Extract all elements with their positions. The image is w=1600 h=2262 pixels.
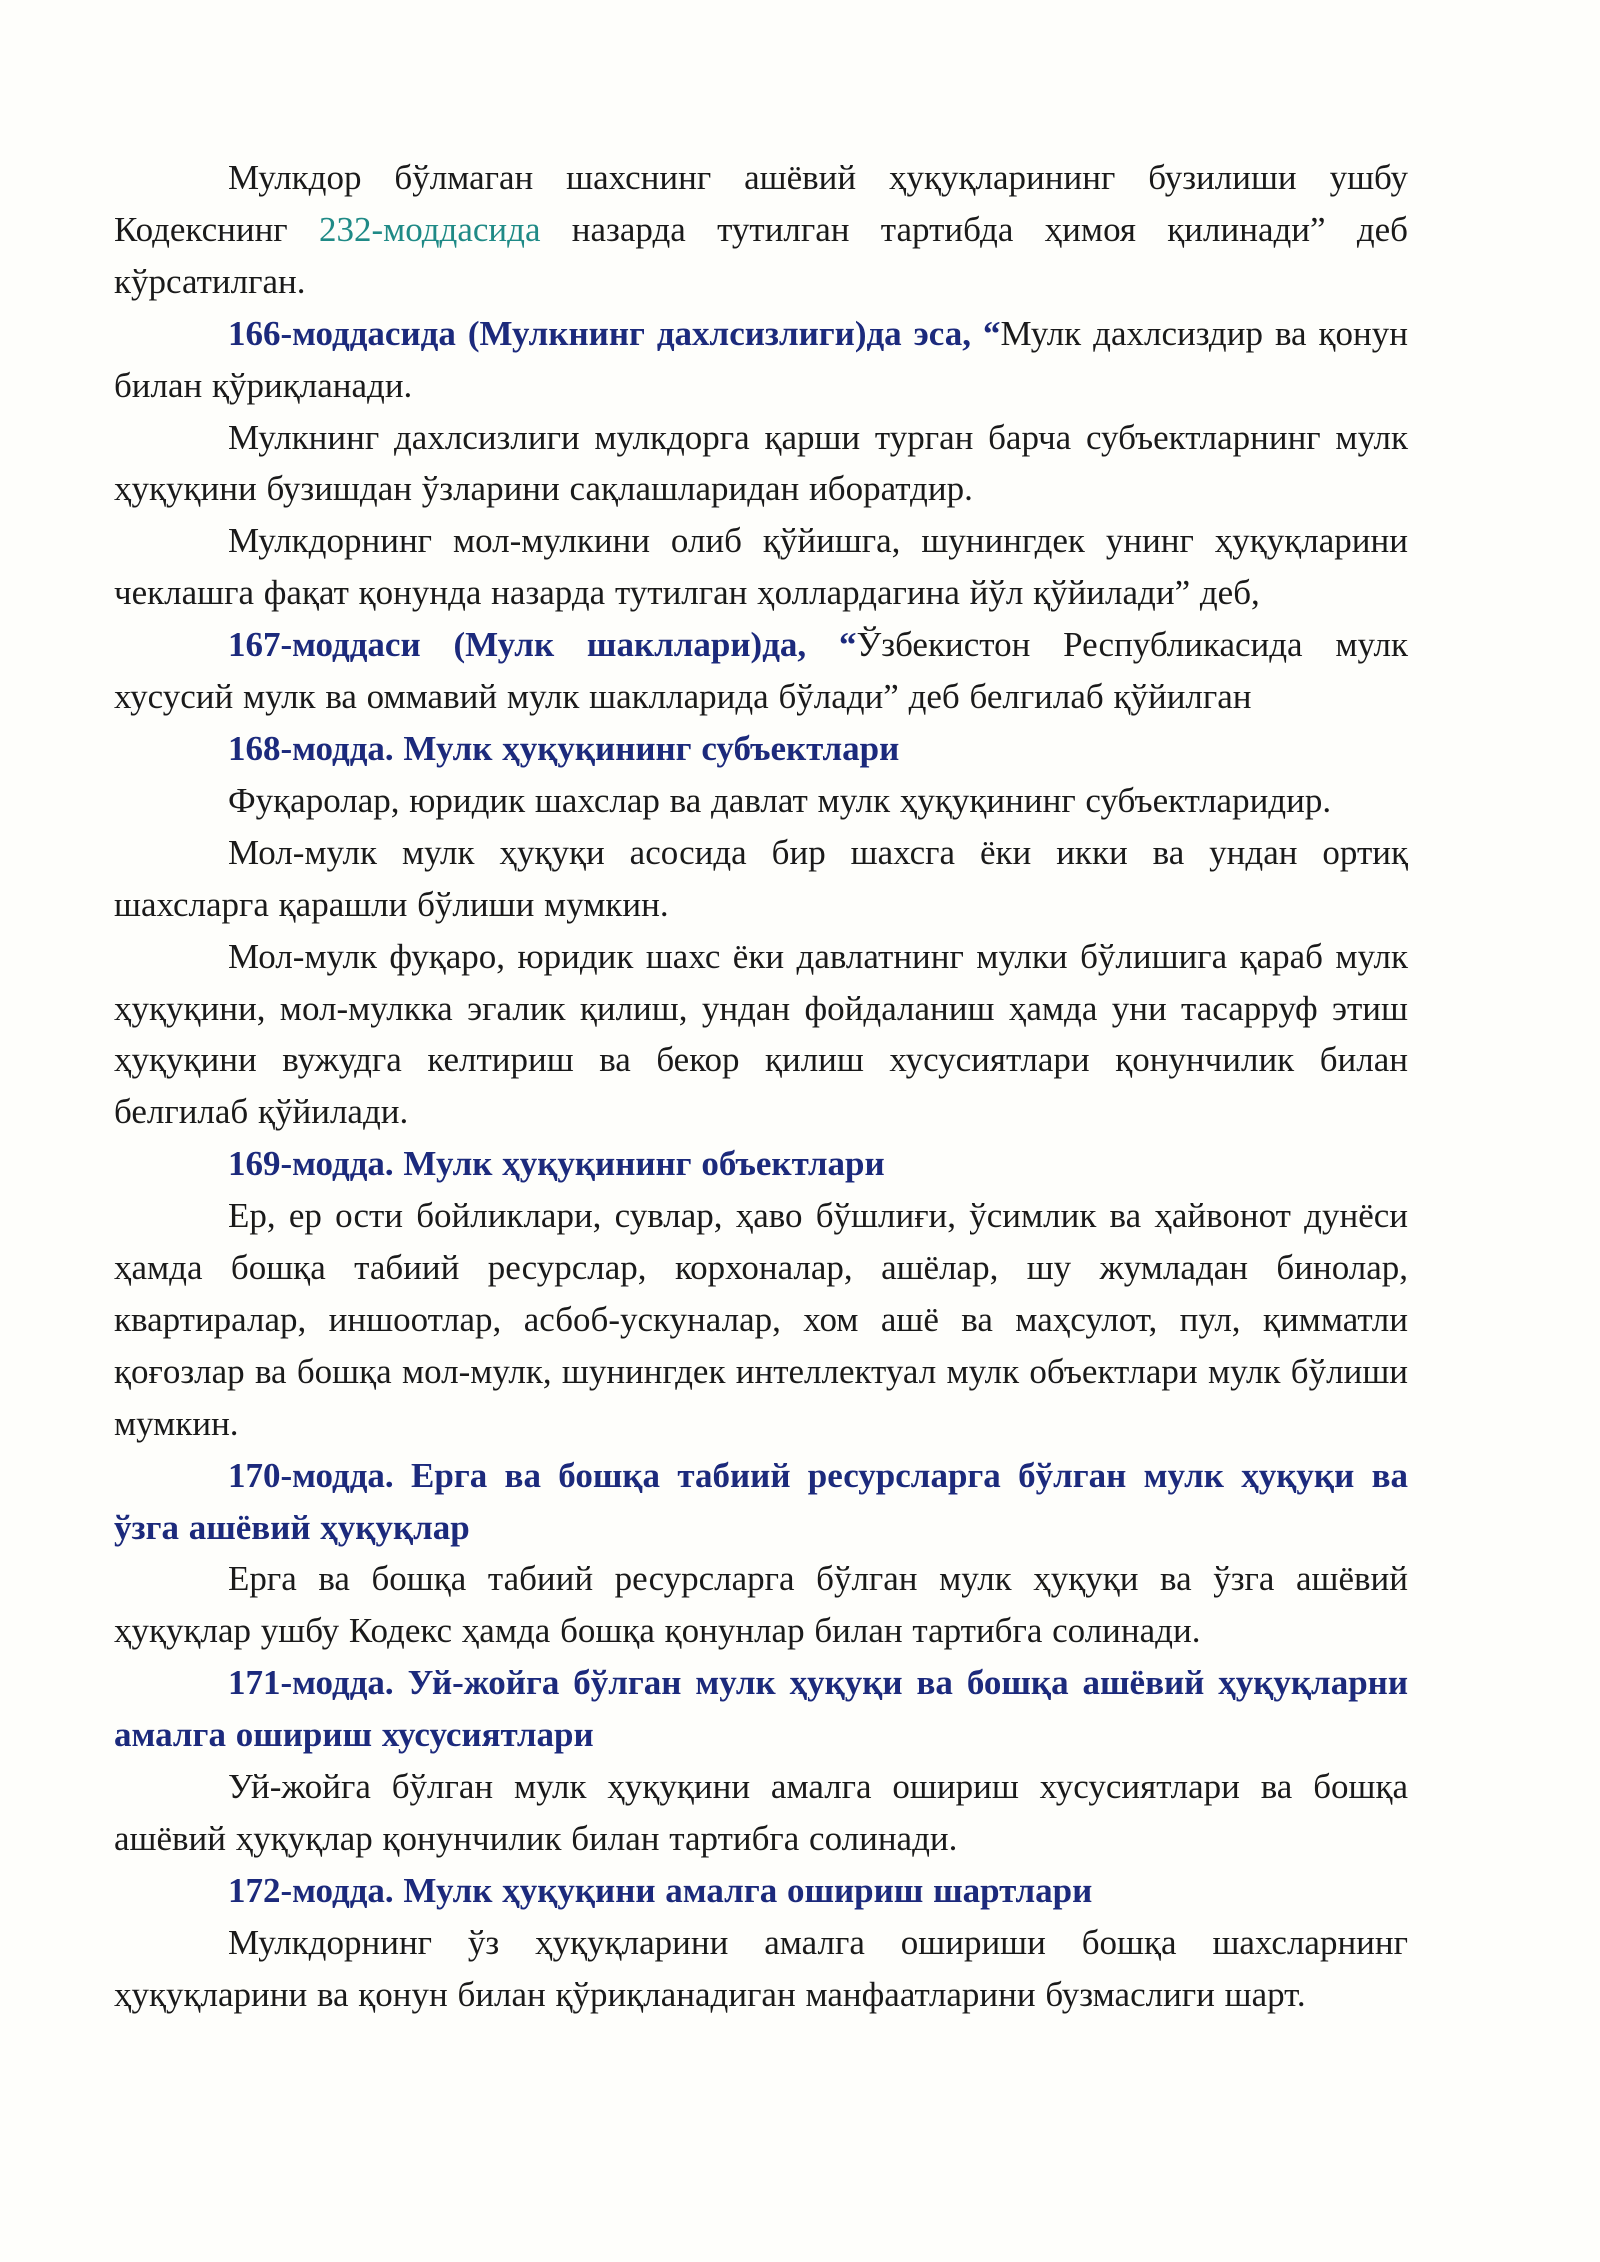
paragraph: Фуқаролар, юридик шахслар ва давлат мулк ҳуқуқининг субъектларидир. (228, 780, 1332, 820)
article-167-heading: 167-моддаси (Мулк шакллари)да, “ (228, 625, 857, 665)
paragraph: Мулкнинг дахлсизлиги мулкдорга қарши турган барча субъектларнинг мулк ҳуқуқини бузишдан ўзларини сақлашларидан иборатдир. (114, 417, 1408, 509)
paragraph-text: назарда тутилган тартибда ҳимоя қилинади” деб кўрсатилган. (114, 209, 1408, 301)
paragraph: Мулкдорнинг мол-мулкини олиб қўйишга, шунингдек унинг ҳуқуқларини чеклашга фақат қонунда назарда тутилган ҳоллардагина йўл қўйилади” деб, (114, 521, 1408, 613)
article-168-heading: 168-модда. Мулк ҳуқуқининг субъектлари (228, 728, 900, 768)
paragraph-text: Мулкдор бўлмаган шахснинг ашёвий ҳуқуқларининг бузилиши ушбу Кодекснинг (114, 158, 1408, 249)
article-232-link[interactable]: 232-моддасида (318, 209, 541, 249)
paragraph: Мулкдорнинг ўз ҳуқуқларини амалга ошириши бошқа шахсларнинг ҳуқуқларини ва қонун билан қўриқланадиган манфаатларини бузмаслиги шарт. (114, 1922, 1408, 2014)
paragraph-text: Мулк дахлсиздир ва қонун билан қўриқланади. (114, 313, 1408, 405)
paragraph-text: Ўзбекистон Республикасида мулк хусусий мулк ва оммавий мулк шаклларида бўлади” деб белгилаб қўйилган (114, 625, 1408, 717)
paragraph: Ерга ва бошқа табиий ресурсларга бўлган мулк ҳуқуқи ва ўзга ашёвий ҳуқуқлар ушбу Кодекс ҳамда бошқа қонунлар билан тартибга солинади. (114, 1559, 1408, 1651)
article-171-heading: 171-модда. Уй-жойга бўлган мулк ҳуқуқи ва бошқа ашёвий ҳуқуқларни амалга ошириш хусусиятлари (114, 1663, 1408, 1755)
paragraph-intro (114, 152, 1408, 308)
article-166-heading: 166-моддасида (Мулкнинг дахлсизлиги)да эса, “ (228, 313, 1001, 353)
article-170-heading: 170-модда. Ерга ва бошқа табиий ресурсларга бўлган мулк ҳуқуқи ва ўзга ашёвий ҳуқуқлар (114, 1455, 1408, 1547)
paragraph-article-166 (114, 308, 1408, 412)
paragraph: Мол-мулк мулк ҳуқуқи асосида бир шахсга ёки икки ва ундан ортиқ шахсларга қарашли бўлиши мумкин. (114, 832, 1408, 924)
paragraph: Уй-жойга бўлган мулк ҳуқуқини амалга ошириш хусусиятлари ва бошқа ашёвий ҳуқуқлар қонунчилик билан тартибга солинади. (114, 1767, 1408, 1858)
paragraph-article-167 (114, 619, 1408, 723)
paragraph: Мол-мулк фуқаро, юридик шахс ёки давлатнинг мулки бўлишига қараб мулк ҳуқуқини, мол-мулкка эгалик қилиш, ундан фойдаланиш ҳамда уни тасарруф этиш ҳуқуқини вужудга келтириш ва бекор қилиш хусусиятлари қонунчилик билан белгилаб қўйилади. (114, 936, 1408, 1132)
article-169-heading: 169-модда. Мулк ҳуқуқининг объектлари (228, 1144, 885, 1184)
article-172-heading: 172-модда. Мулк ҳуқуқини амалга ошириш шартлари (228, 1870, 1093, 1910)
paragraph: Ер, ер ости бойликлари, сувлар, ҳаво бўшлиғи, ўсимлик ва ҳайвонот дунёси ҳамда бошқа табиий ресурслар, корхоналар, ашёлар, шу жумладан бинолар, квартиралар, иншоотлар, асбоб-ускуналар, хом ашё ва маҳсулот, пул, қимматли қоғозлар ва бошқа мол-мулк, шунингдек интеллектуал мулк объектлари мулк бўлиши мумкин. (114, 1196, 1408, 1443)
